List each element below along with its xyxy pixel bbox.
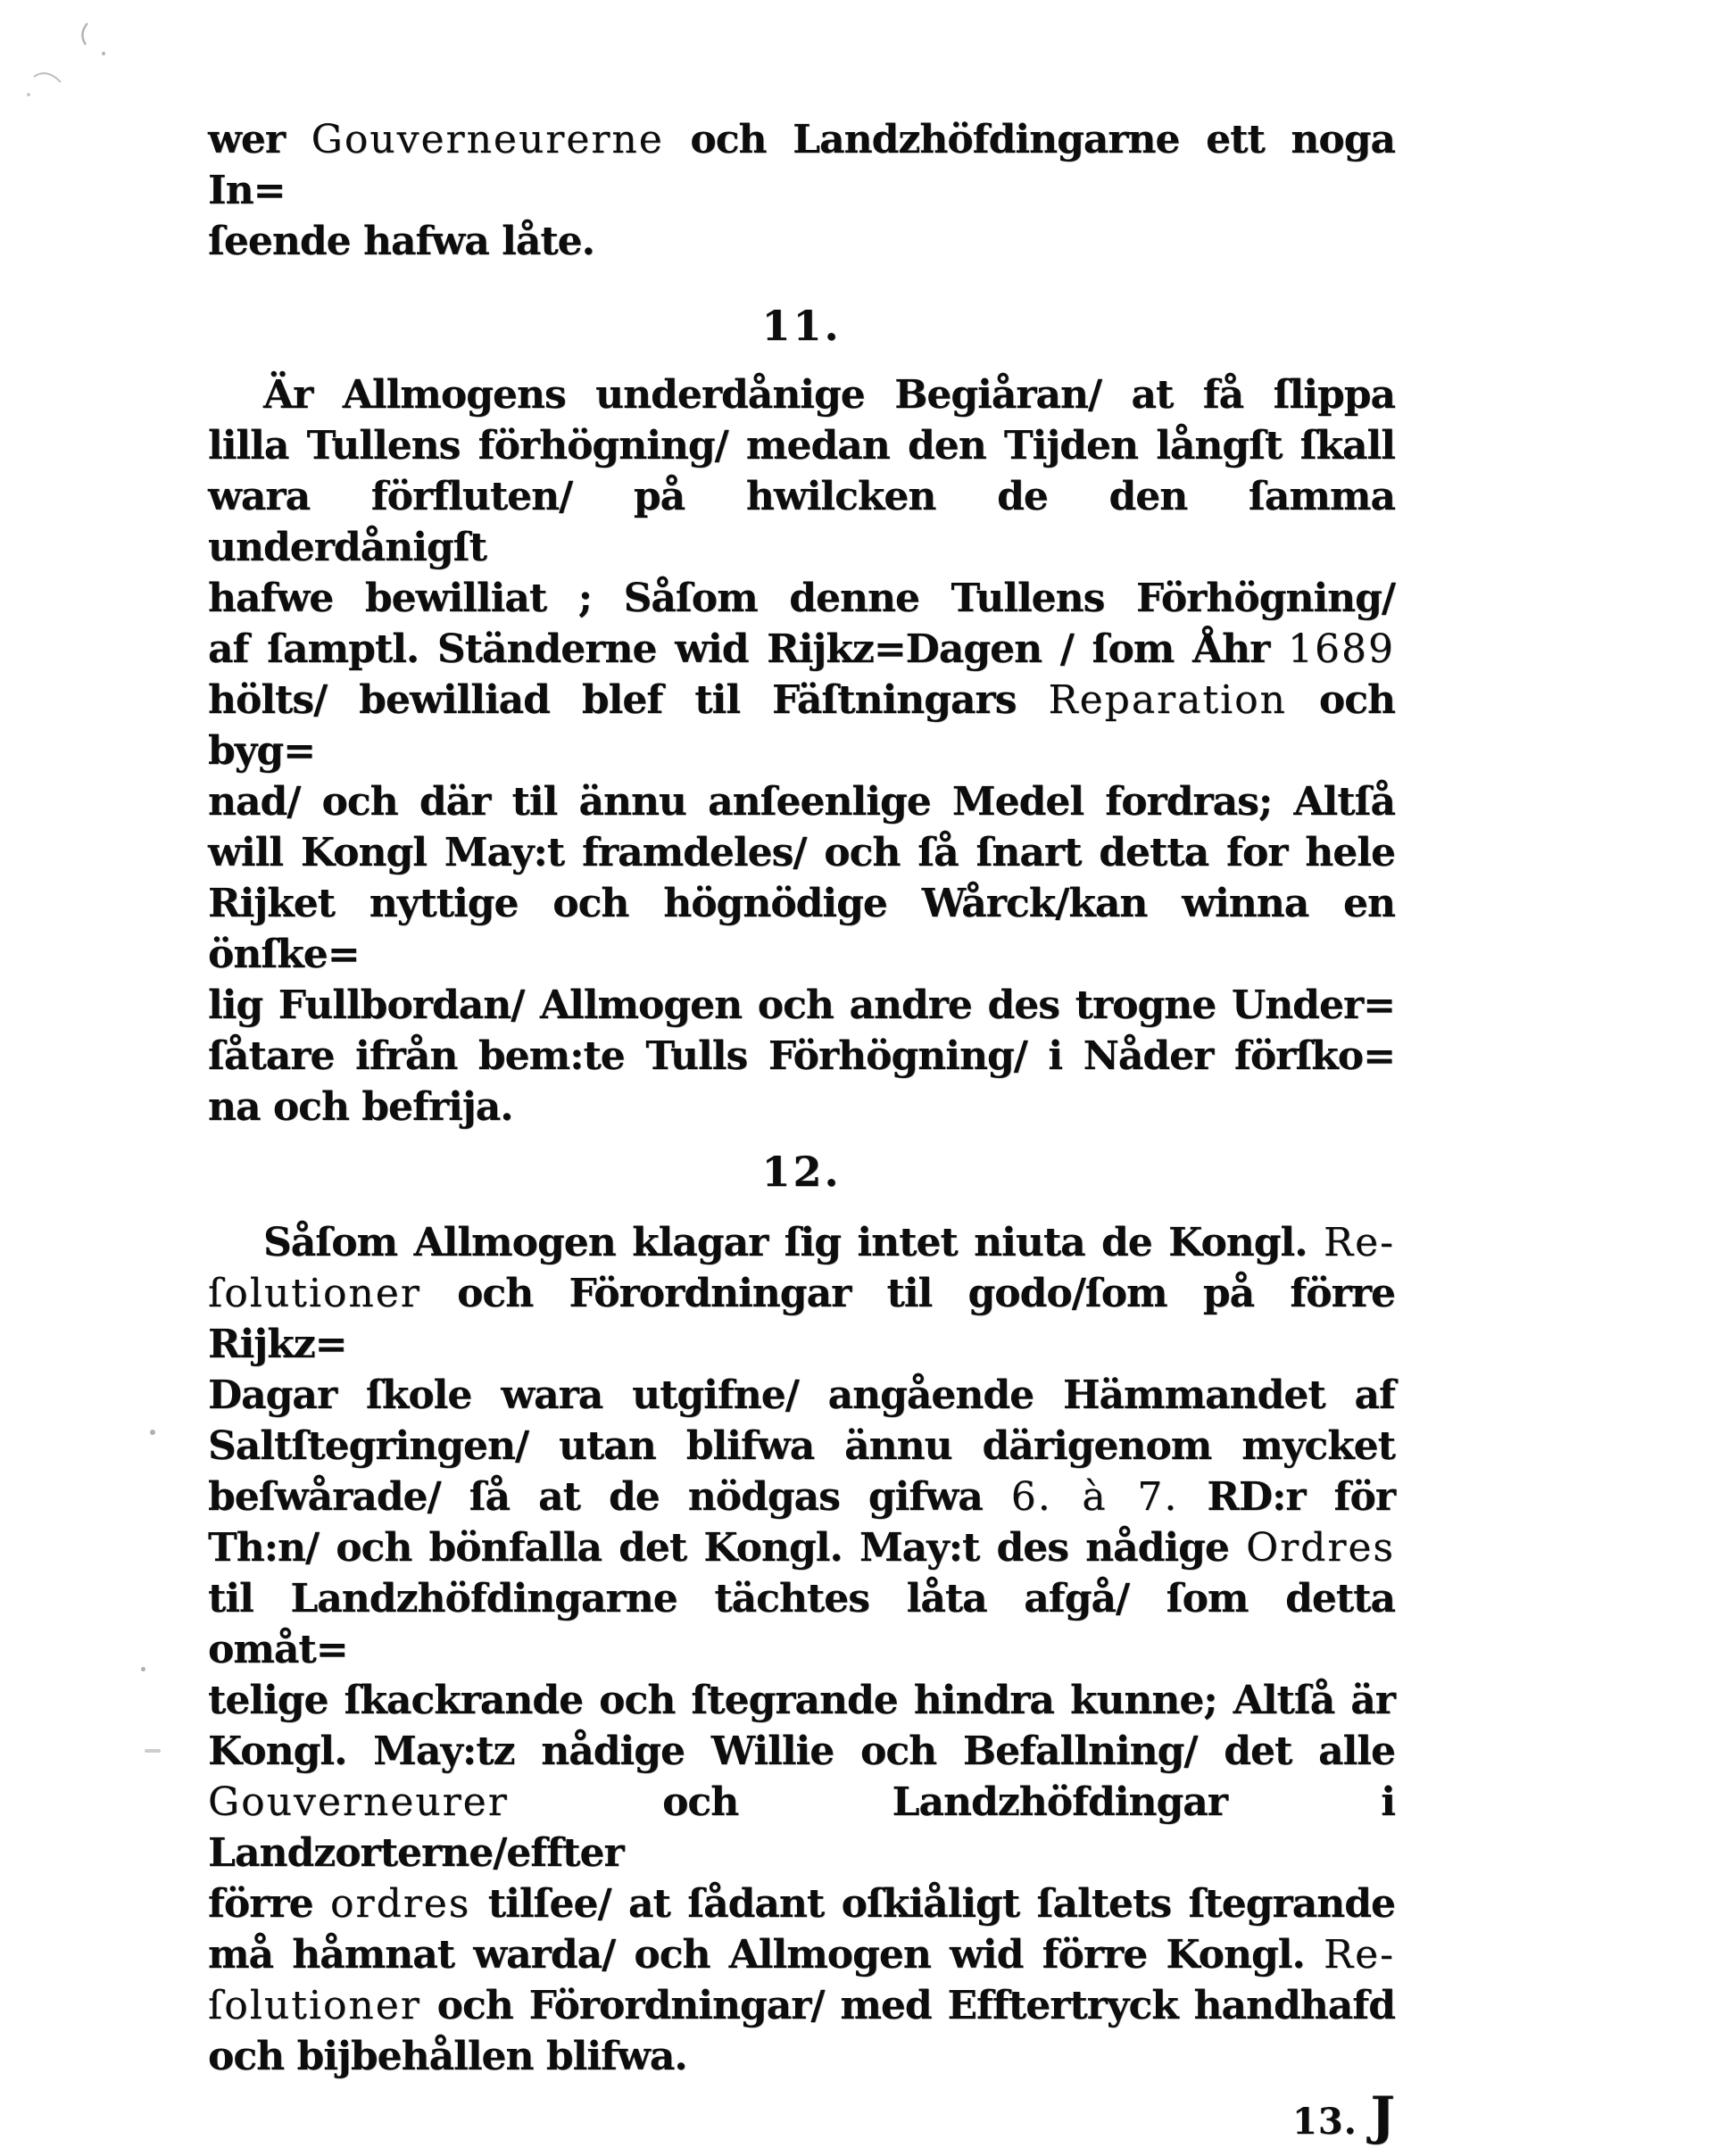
text-line	[208, 1980, 1395, 2031]
text-line	[208, 1726, 1395, 1777]
text-segment: Saltſtegringen/ utan blifwa ännu därigenom mycket	[208, 1423, 1395, 1469]
text-segment: ſeende hafwa låte.	[208, 219, 594, 264]
section-11-heading: 11.	[761, 302, 842, 350]
text-column	[208, 114, 1395, 2156]
signature-mark	[208, 2086, 1395, 2156]
text-segment: will Kongl May:t framdeles/ och ſå ſnart detta for hele	[208, 830, 1395, 875]
text-segment: RD:r för	[1178, 1474, 1396, 1520]
text-segment: Kongl. May:tz nådige Willie och Befallning/ det alle	[208, 1729, 1395, 1774]
text-line	[208, 1472, 1395, 1522]
text-segment: 1689	[1288, 626, 1395, 672]
text-segment: Reparation	[1048, 677, 1287, 723]
text-segment: och Förordningar/ med Efftertryck handhafd	[420, 1983, 1395, 2028]
text-segment: och Förordningar til godo/ſom på förre Rijkz=	[208, 1271, 1395, 1367]
text-segment: tilſee/ at ſådant oſkiåligt ſaltets ſtegrande	[470, 1881, 1395, 1927]
text-line	[208, 2086, 1395, 2156]
text-segment: ſolutioner	[208, 1271, 421, 1316]
text-segment: ſolutioner	[208, 1983, 421, 2028]
print-speck	[145, 1749, 161, 1753]
text-segment: Dagar ſkole wara utgifne/ angående Hämmandet af	[208, 1372, 1395, 1418]
text-line	[208, 1929, 1395, 1980]
text-segment: 13.	[1292, 2101, 1371, 2143]
text-line	[208, 1217, 1395, 1268]
text-line	[208, 827, 1395, 878]
print-speck	[141, 1667, 145, 1671]
text-segment: ordres	[330, 1881, 471, 1927]
text-segment: Rijket nyttige och högnödige Wårck/kan winna en önſke=	[208, 881, 1395, 977]
text-segment: Re-	[1323, 1220, 1395, 1265]
text-segment: och byg=	[208, 677, 1395, 774]
text-line	[208, 624, 1395, 675]
text-line	[208, 1878, 1395, 1929]
text-segment: hölts/ bewilliad blef til Fäſtningars	[208, 677, 1049, 723]
text-segment: Gouverneurer	[208, 1779, 509, 1825]
text-segment: lig Fullbordan/ Allmogen och andre des trogne Under=	[208, 983, 1395, 1028]
text-segment: hafwe bewilliat ; Såſom denne Tullens Förhögning/	[208, 576, 1395, 621]
text-line	[208, 1370, 1395, 1421]
text-segment: Ordres	[1246, 1525, 1395, 1571]
text-line	[208, 675, 1395, 776]
text-line	[208, 1268, 1395, 1370]
text-segment: wara förfluten/ på hwilcken de den ſamma underdånigſt	[208, 474, 1395, 570]
text-line	[208, 1675, 1395, 1726]
continuation-paragraph	[208, 114, 1395, 267]
text-segment: nad/ och där til ännu anſeenlige Medel fordras; Altſå	[208, 779, 1395, 825]
text-segment: wer	[208, 117, 311, 162]
text-segment: lilla Tullens förhögning/ medan den Tijden långſt ſkall	[208, 423, 1395, 469]
text-segment: telige ſkackrande och ſtegrande hindra kunne; Altſå är	[208, 1678, 1395, 1723]
text-segment: och Landzhöfdingarne ett noga In=	[208, 117, 1395, 213]
text-line	[208, 1522, 1395, 1573]
text-segment: Th:n/ och bönfalla det Kongl. May:t des nådige	[208, 1525, 1247, 1571]
text-segment: Såſom Allmogen klagar ſig intet niuta de Kongl.	[263, 1220, 1324, 1265]
text-line	[208, 980, 1395, 1031]
text-segment: J	[1370, 2086, 1395, 2146]
text-line	[208, 878, 1395, 980]
text-line	[208, 1082, 1395, 1132]
text-segment: må håmnat warda/ och Allmogen wid förre Kongl.	[208, 1932, 1324, 1978]
section-12-paragraph	[208, 1217, 1395, 2082]
section-12-heading: 12.	[761, 1148, 842, 1196]
text-segment: Är Allmogens underdånige Begiåran/ at få ſlippa	[263, 372, 1395, 418]
text-line	[208, 1421, 1395, 1472]
text-line	[208, 471, 1395, 573]
text-segment: af ſamptl. Ständerne wid Rijkz=Dagen / ſom Åhr	[208, 626, 1289, 672]
text-segment: och bijbehållen blifwa.	[208, 2034, 687, 2079]
text-line	[208, 1573, 1395, 1675]
section-11-paragraph	[208, 369, 1395, 1132]
text-segment: och Landzhöfdingar i Landzorterne/effter	[208, 1779, 1395, 1876]
text-segment: na och befrija.	[208, 1084, 513, 1130]
text-segment: beſwårade/ ſå at de nödgas gifwa	[208, 1474, 1011, 1520]
text-line	[208, 216, 1395, 267]
text-line	[208, 114, 1395, 216]
pencil-marks	[18, 7, 143, 114]
print-speck	[150, 1430, 155, 1435]
text-line	[208, 1031, 1395, 1082]
text-line	[208, 573, 1395, 624]
text-line	[208, 369, 1395, 420]
text-line	[208, 420, 1395, 471]
text-segment: Gouverneurerne	[311, 117, 664, 162]
text-line	[208, 2031, 1395, 2082]
text-segment: förre	[208, 1881, 331, 1927]
text-line	[208, 1777, 1395, 1878]
text-segment: Re-	[1323, 1932, 1395, 1978]
text-segment: til Landzhöfdingarne tächtes låta afgå/ ſom detta omåt=	[208, 1576, 1395, 1672]
text-segment: 6. à 7.	[1010, 1474, 1179, 1520]
text-line	[208, 776, 1395, 827]
text-segment: ſåtare ifrån bem:te Tulls Förhögning/ i Nåder förſko=	[208, 1033, 1395, 1079]
